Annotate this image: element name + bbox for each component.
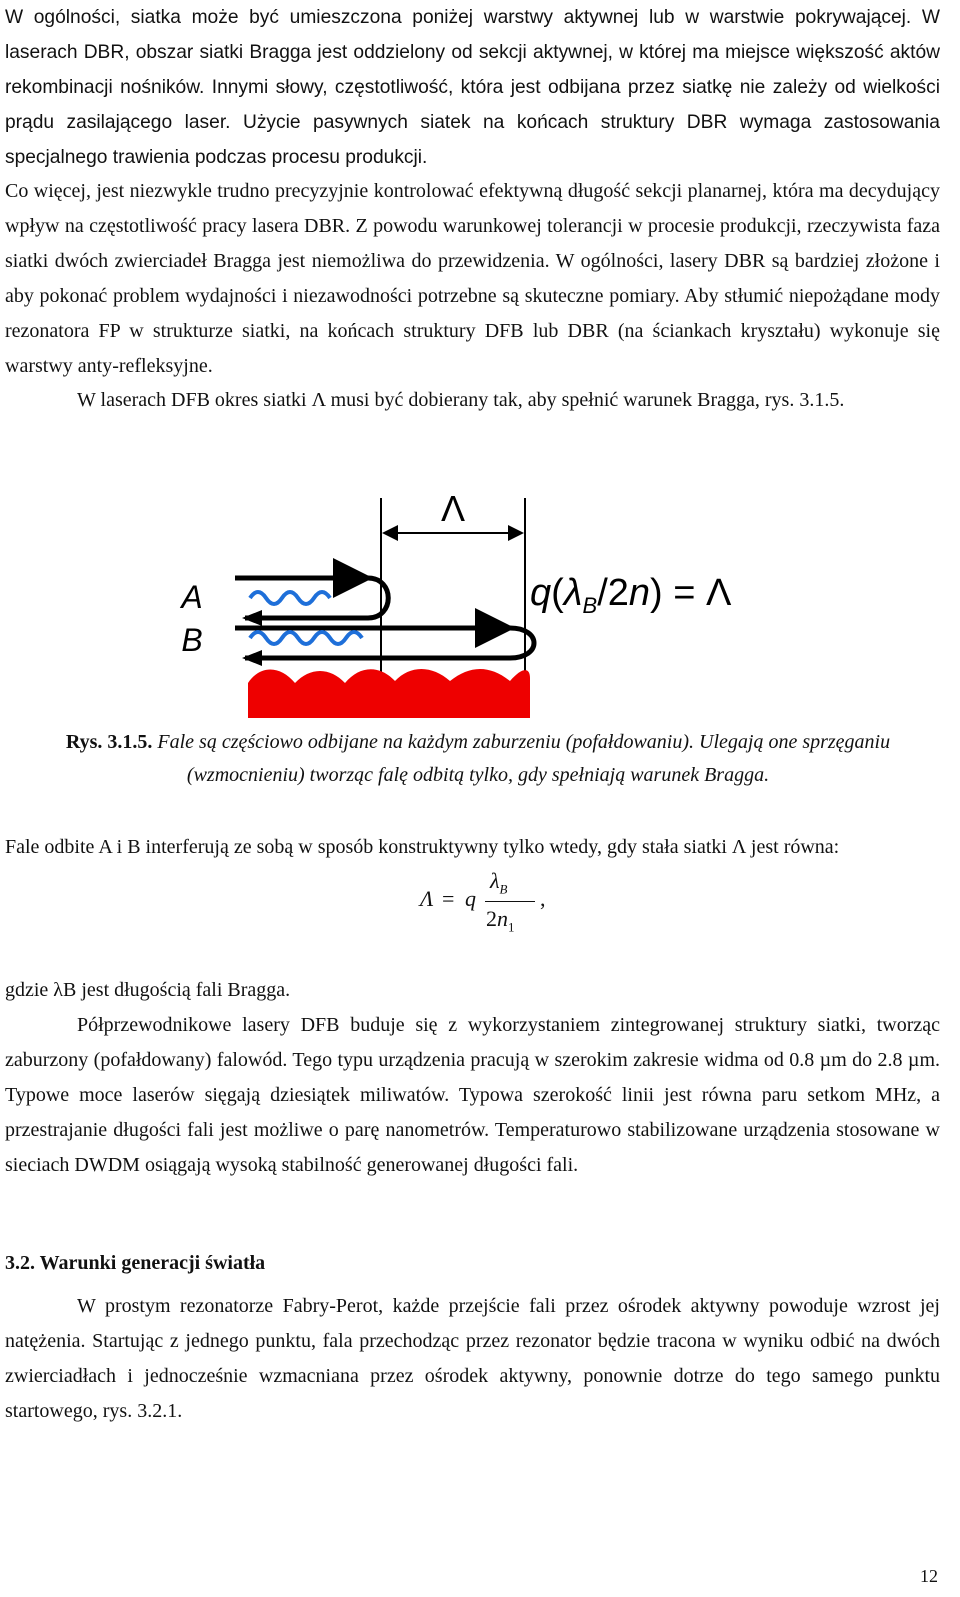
page-number: 12 bbox=[920, 1566, 938, 1586]
formula-q: q bbox=[465, 886, 476, 911]
reflected-arrowhead-b bbox=[242, 650, 262, 666]
bragg-equation: $q(\lambda_B/2n) = \Lambda$ bbox=[530, 572, 732, 618]
formula-lhs: Λ bbox=[420, 886, 434, 911]
section-heading: 3.2. Warunki generacji światła bbox=[5, 1252, 266, 1274]
paragraph-interference: Fale odbite A i B interferują ze sobą w sposób konstruktywny tylko wtedy, gdy stała siatki Λ jest równa: bbox=[5, 836, 840, 858]
wave-b bbox=[250, 632, 362, 644]
formula-denominator: $2n_1$ bbox=[486, 906, 515, 935]
grating bbox=[248, 669, 530, 718]
figure-caption bbox=[18, 726, 938, 792]
caption-text: Fale są częściowo odbijane na każdym zaburzeniu (pofałdowaniu). Ulegają one sprzęganiu (wzmocnieniu) tworząc falę odbitą tylko, gdy spełniają warunek Bragga. bbox=[157, 731, 891, 786]
caption-number: Rys. 3.1.5. bbox=[65, 731, 153, 753]
paragraph-1-text: W ogólności, siatka może być umieszczona poniżej warstwy aktywnej lub w warstwie pokrywającej. W laserach DBR, obszar siatki Bragga jest oddzielony od sekcji aktywnej, w której ma miejsce większość aktów rekombinacji nośników. Innymi słowy, częstotliwość, która jest odbijana przez siatkę nie zależy od wielkości prądu zasilającego laser. bbox=[5, 7, 940, 133]
paragraph-where: gdzie λB jest długością fali Bragga. bbox=[5, 979, 291, 1001]
paragraph-dbr: Co więcej, jest niezwykle trudno precyzyjnie kontrolować efektywną długość sekcji planarnej, która ma decydujący wpływ na częstotliwość pracy lasera DBR. Z powodu warunkowej tolerancji w procesie produkcji, rzeczywista faza siatki dwóch zwierciadeł Bragga jest niemożliwa do przewidzenia. W ogólności, lasery DBR są bardziej złożone i aby pokonać problem wydajności i niezawodności potrzebne są skuteczne pomiary. Aby stłumić niepożądane mody rezonatora FP w strukturze siatki, na końcach struktury DFB lub DBR (na ściankach kryształu) wykonuje się warstwy anty-refleksyjne. bbox=[5, 180, 940, 377]
formula-comma: , bbox=[540, 886, 546, 911]
paragraph-intro bbox=[5, 0, 940, 175]
lambda-label: Λ bbox=[440, 488, 466, 529]
wave-a-label: A bbox=[181, 579, 203, 615]
wave-a bbox=[250, 592, 330, 604]
reflected-arrowhead-a bbox=[242, 610, 262, 626]
paragraph-1b-text: Użycie pasywnych siatek na końcach struktury DBR wymaga zastosowania specjalnego trawienia podczas procesu produkcji. bbox=[5, 112, 940, 168]
bragg-grating-figure bbox=[170, 483, 770, 718]
paragraph-dfb-lasers: Półprzewodnikowe lasery DFB buduje się z wykorzystaniem zintegrowanej struktury siatki, tworząc zaburzony (pofałdowany) falowód. Tego typu urządzenia pracują w szerokim zakresie widma od 0.8 µm do 2.8 µm. Typowe moce laserów sięgają dziesiątek miliwatów. Typowa szerokość linii jest równa paru setkom MHz, a przestrajanie długości fali jest możliwe o parę nanometrów. Temperaturowo stabilizowane urządzenia stosowane w sieciach DWDM osiągają wysoką stabilność generowanej długości fali. bbox=[5, 1014, 940, 1176]
bragg-formula bbox=[420, 870, 620, 970]
bragg-grating-diagram bbox=[170, 483, 770, 718]
wave-b-label: B bbox=[181, 622, 203, 658]
paragraph-dfb-period: W laserach DFB okres siatki Λ musi być dobierany tak, aby spełnić warunek Bragga, rys. 3.1.5. bbox=[77, 389, 845, 411]
formula-equals: = bbox=[442, 886, 455, 911]
formula-numerator: $\lambda_B$ bbox=[490, 868, 508, 897]
paragraph-fabry-perot: W prostym rezonatorze Fabry-Perot, każde przejście fali przez ośrodek aktywny powoduje wzrost jej natężenia. Startując z jednego punktu, fala przechodząc przez rezonator będzie tracona w wyniku odbić na dwóch zwierciadłach i jednocześnie wzmacniana przez ośrodek aktywny, ponownie dotrze do tego samego punktu startowego, rys. 3.2.1. bbox=[5, 1295, 940, 1422]
fraction-bar bbox=[485, 901, 535, 902]
